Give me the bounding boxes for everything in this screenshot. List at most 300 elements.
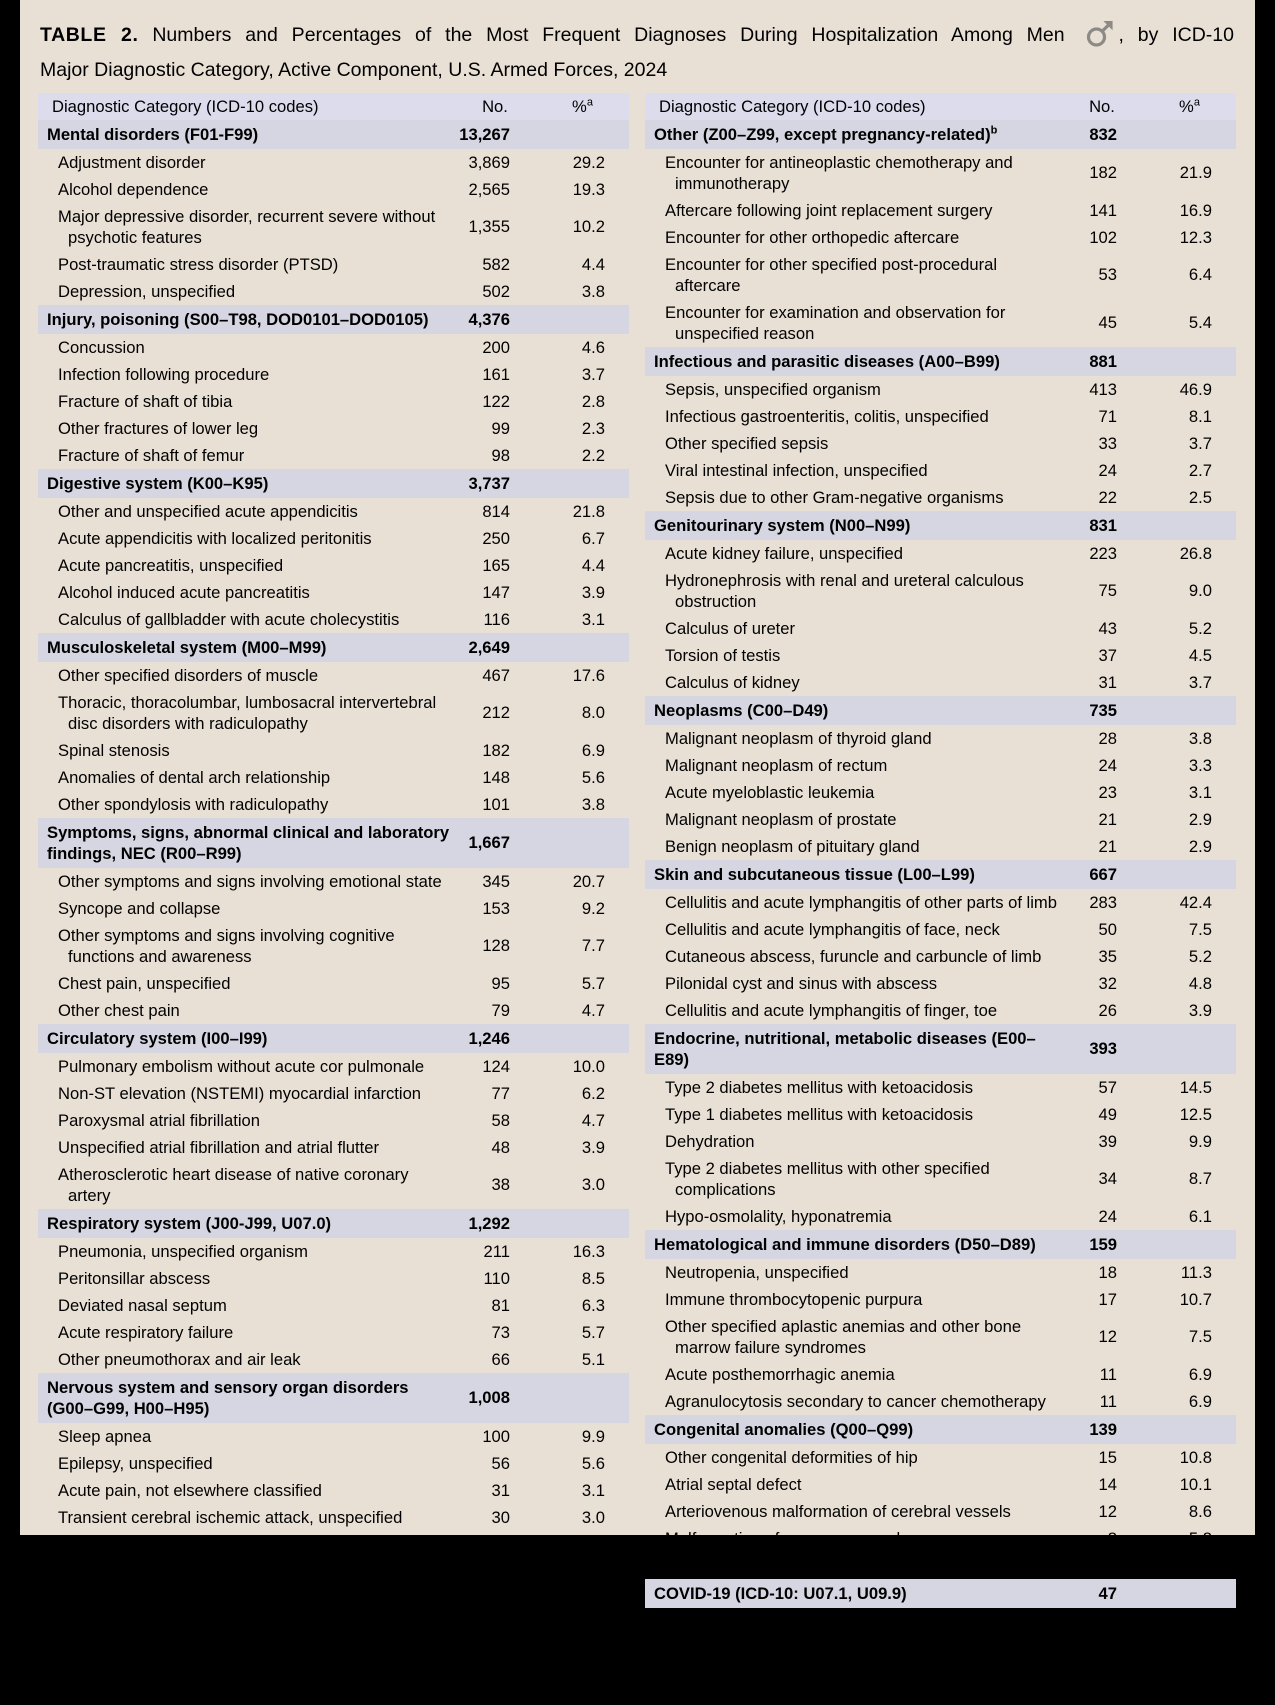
diagnosis-name: Depression, unspecified <box>58 282 236 301</box>
diagnosis-count: 30 <box>491 1507 510 1527</box>
table-row <box>38 1265 629 1292</box>
diagnosis-count: 1,355 <box>468 217 510 236</box>
table-row <box>38 388 629 415</box>
diagnosis-count: 56 <box>491 1453 510 1473</box>
diagnosis-percent: 10.0 <box>572 1056 605 1076</box>
diagnosis-count: 28 <box>1098 728 1117 748</box>
diagnosis-count: 15 <box>1098 1447 1117 1467</box>
table-row <box>645 615 1236 642</box>
diagnosis-count: 47 <box>1098 1611 1117 1631</box>
diagnosis-name: Pulmonary embolism without acute cor pulmonale <box>58 1057 425 1076</box>
diagnosis-count: 345 <box>482 871 510 891</box>
table-title-line1: Numbers and Percentages of the Most Frequent Diagnoses During Hospitalization Among Men <box>152 24 1065 46</box>
diagnosis-name: Atherosclerotic heart disease of native coronary artery <box>58 1165 409 1205</box>
table-row <box>645 376 1236 403</box>
diagnosis-percent: 8.5 <box>581 1268 605 1288</box>
diagnosis-name: Syncope and collapse <box>58 899 221 918</box>
column-header-category: Diagnostic Category (ICD-10 codes) <box>659 96 926 116</box>
diagnosis-name: Other symptoms and signs involving cognitive functions and awareness <box>58 926 395 966</box>
diagnosis-name: Adjustment disorder <box>58 153 206 172</box>
diagnosis-count: 223 <box>1089 543 1117 563</box>
diagnosis-count: 39 <box>1098 1131 1117 1151</box>
diagnosis-name: Other spondylosis with radiculopathy <box>58 795 329 814</box>
diagnosis-count: 77 <box>491 1083 510 1103</box>
diagnosis-percent: 7.7 <box>581 936 605 955</box>
diagnosis-count: 8 <box>1107 1528 1117 1548</box>
diagnosis-name: Cellulitis and acute lymphangitis of face, neck <box>665 920 1000 939</box>
diagnosis-percent: 29.2 <box>572 152 605 172</box>
diagnosis-count: 75 <box>1098 581 1117 600</box>
diagnosis-percent: 3.8 <box>1188 728 1212 748</box>
diagnosis-name: Post-traumatic stress disorder (PTSD) <box>58 255 339 274</box>
table-row <box>645 1074 1236 1101</box>
diagnosis-name: Acute myeloblastic leukemia <box>665 783 875 802</box>
diagnosis-name: Thoracic, thoracolumbar, lumbosacral intervertebral disc disorders with radiculopathy <box>58 693 437 733</box>
diagnosis-count: 28 <box>491 1534 510 1554</box>
diagnosis-name: Sepsis due to other Gram-negative organisms <box>665 488 1004 507</box>
diagnosis-percent: 12.3 <box>1179 227 1212 247</box>
diagnosis-count: 147 <box>482 582 510 602</box>
diagnosis-percent: 7.5 <box>1188 919 1212 939</box>
diagnosis-count: 100 <box>482 1426 510 1446</box>
category-row <box>645 1230 1236 1259</box>
diagnosis-name: Cutaneous abscess, furuncle and carbuncle of limb <box>665 947 1042 966</box>
diagnosis-percent: 5.2 <box>1188 618 1212 638</box>
table-row <box>38 662 629 689</box>
table-row <box>38 1238 629 1265</box>
diagnosis-name: Fracture of shaft of tibia <box>58 392 233 411</box>
table-row <box>645 567 1236 615</box>
diagnosis-percent: 9.9 <box>1188 1131 1212 1151</box>
diagnosis-count: 24 <box>1098 460 1117 480</box>
table-row <box>38 970 629 997</box>
category-name: COVID-19 (ICD-10: U07.1, U09.9) <box>654 1584 907 1603</box>
diagnosis-percent: 26.8 <box>1179 543 1212 563</box>
male-symbol-icon <box>1085 18 1115 56</box>
category-name: Mental disorders (F01-F99) <box>47 125 259 144</box>
diagnosis-name: Other specified sepsis <box>665 434 829 453</box>
table-row <box>38 278 629 305</box>
category-row <box>645 860 1236 889</box>
diagnosis-percent: 6.9 <box>581 740 605 760</box>
category-name: Other (Z00–Z99, except pregnancy-related)$^b$ <box>654 124 998 144</box>
diagnosis-count: 37 <box>1098 645 1117 665</box>
table-row <box>645 1471 1236 1498</box>
diagnosis-name: Type 1 diabetes mellitus with ketoacidosis <box>665 1105 974 1124</box>
diagnosis-count: 22 <box>1098 487 1117 507</box>
diagnosis-name: Agranulocytosis secondary to cancer chemotherapy <box>665 1392 1046 1411</box>
footnote-marker-a: a <box>586 95 593 108</box>
diagnosis-percent: 16.3 <box>572 1241 605 1261</box>
diagnosis-count: 413 <box>1089 379 1117 399</box>
diagnosis-percent: 4.5 <box>1188 645 1212 665</box>
category-name: Hematological and immune disorders (D50–D89) <box>654 1235 1036 1254</box>
category-row <box>645 1024 1236 1074</box>
diagnosis-percent: 5.2 <box>1188 946 1212 966</box>
footnote-b-text: Other factors influencing health status and contact with health services (excluding pregnancy-related). <box>45 1686 685 1702</box>
footnote-b-marker: b <box>40 1683 46 1696</box>
table-row <box>38 1053 629 1080</box>
diagnosis-percent <box>1153 860 1236 889</box>
diagnosis-name: Encounter for antineoplastic chemotherapy and immunotherapy <box>665 153 1013 193</box>
diagnosis-percent: 3.0 <box>581 1507 605 1527</box>
diagnosis-name: Epilepsy, unspecified <box>58 1454 213 1473</box>
table-title <box>40 18 1234 84</box>
diagnosis-name: Unspecified atrial fibrillation and atrial flutter <box>58 1138 379 1157</box>
diagnosis-name: Infection following procedure <box>58 365 270 384</box>
diagnosis-name: Pilonidal cyst and sinus with abscess <box>665 974 938 993</box>
footnotes <box>40 1646 1236 1705</box>
diagnosis-percent: 4.7 <box>581 1000 605 1020</box>
diagnosis-name: Brachial plexus disorder <box>58 1535 236 1554</box>
diagnosis-percent: 6.7 <box>581 528 605 548</box>
table-row <box>38 498 629 525</box>
diagnosis-name: Type 2 diabetes mellitus with ketoacidosis <box>665 1078 974 1097</box>
category-name: Respiratory system (J00-J99, U07.0) <box>47 1214 332 1233</box>
diagnosis-count: 66 <box>491 1349 510 1369</box>
category-row <box>645 120 1236 149</box>
diagnosis-count: 24 <box>1098 1206 1117 1226</box>
diagnosis-name: Acute respiratory failure <box>58 1323 234 1342</box>
diagnosis-percent: 14.5 <box>1179 1077 1212 1097</box>
category-row <box>38 120 629 149</box>
diagnosis-percent <box>546 469 629 498</box>
table-row <box>38 1477 629 1504</box>
table-row <box>645 1608 1236 1635</box>
diagnosis-percent: 6.2 <box>581 1083 605 1103</box>
diagnosis-percent: 2.9 <box>1188 809 1212 829</box>
diagnosis-percent: 5.0 <box>1188 1555 1212 1575</box>
table-row <box>38 1531 629 1558</box>
diagnosis-percent: 3.7 <box>581 364 605 384</box>
category-name: Symptoms, signs, abnormal clinical and laboratory findings, NEC (R00–R99) <box>47 823 450 863</box>
diagnosis-percent: 8.6 <box>1188 1501 1212 1521</box>
category-name: Endocrine, nutritional, metabolic diseases (E00–E89) <box>654 1029 1036 1069</box>
table-row <box>645 299 1236 347</box>
diagnosis-count: 101 <box>482 794 510 814</box>
diagnosis-percent: 4.4 <box>581 555 605 575</box>
diagnosis-count: 14 <box>1098 1474 1117 1494</box>
diagnosis-name: Fracture of shaft of femur <box>58 446 245 465</box>
category-row <box>645 511 1236 540</box>
diagnosis-percent <box>546 1373 629 1423</box>
diagnosis-count: 122 <box>482 391 510 411</box>
diagnosis-percent <box>1153 1415 1236 1444</box>
diagnosis-name: Pneumonia, unspecified organism <box>58 1242 308 1261</box>
table-row <box>38 203 629 251</box>
diagnosis-count: 116 <box>483 609 510 629</box>
table-row <box>645 943 1236 970</box>
diagnosis-name: Acute kidney failure, unspecified <box>665 544 903 563</box>
diagnosis-count: 393 <box>1089 1039 1117 1058</box>
table-row <box>645 997 1236 1024</box>
diagnosis-name: Other and unspecified acute appendicitis <box>58 502 358 521</box>
category-row <box>38 469 629 498</box>
diagnosis-count: 24 <box>1098 755 1117 775</box>
diagnosis-percent <box>1153 1230 1236 1259</box>
diagnosis-percent: 5.1 <box>581 1349 605 1369</box>
diagnosis-count: 12 <box>1098 1327 1117 1346</box>
diagnosis-count: 2,565 <box>468 179 510 199</box>
category-name: Circulatory system (I00–I99) <box>47 1029 268 1048</box>
right-column <box>645 93 1236 1635</box>
diagnosis-count: 50 <box>1098 919 1117 939</box>
diagnosis-count: 153 <box>482 898 510 918</box>
diagnosis-percent: 10.8 <box>1179 1447 1212 1467</box>
diagnosis-count: 49 <box>1098 1104 1117 1124</box>
diagnosis-percent <box>1153 120 1236 149</box>
diagnosis-percent: 2.2 <box>581 445 605 465</box>
diagnosis-percent: 10.2 <box>572 217 605 236</box>
table-row <box>645 833 1236 860</box>
diagnosis-percent: 6.4 <box>1188 265 1212 284</box>
category-row <box>645 1579 1236 1608</box>
table-row <box>645 1286 1236 1313</box>
table-title-line1-tail: , by ICD-10 <box>1118 24 1234 46</box>
diagnosis-name: Encounter for other specified post-procedural aftercare <box>665 255 998 295</box>
table-number-label: TABLE 2. <box>40 24 139 46</box>
table-row <box>645 430 1236 457</box>
diagnosis-percent <box>1153 1024 1236 1074</box>
footnote-a-marker: a <box>40 1663 46 1676</box>
diagnosis-percent <box>1153 511 1236 540</box>
diagnosis-count: 11 <box>1099 1391 1117 1411</box>
diagnosis-name: Other symptoms and signs involving emotional state <box>58 872 442 891</box>
diagnosis-name: Benign neoplasm of pituitary gland <box>665 837 920 856</box>
diagnosis-count: 832 <box>1089 124 1117 144</box>
diagnosis-name: Aftercare following joint replacement surgery <box>665 201 993 220</box>
diagnosis-percent: 3.9 <box>1188 1000 1212 1020</box>
diagnosis-count: 182 <box>482 740 510 760</box>
diagnosis-count: 99 <box>491 418 510 438</box>
left-column <box>38 93 629 1635</box>
diagnosis-count: 34 <box>1098 1169 1117 1188</box>
diagnosis-percent: 2.3 <box>581 418 605 438</box>
diagnosis-name: Spinal stenosis <box>58 741 170 760</box>
diagnosis-percent: 21.9 <box>1179 163 1212 182</box>
diagnoses-table-right <box>645 93 1236 1635</box>
diagnosis-percent: 3.0 <box>581 1175 605 1194</box>
diagnosis-percent: 9.9 <box>581 1426 605 1446</box>
diagnosis-count: 102 <box>1089 227 1117 247</box>
diagnosis-name: Sepsis, unspecified organism <box>665 380 881 399</box>
column-header-no: No. <box>482 96 508 116</box>
table-row <box>645 1388 1236 1415</box>
category-row <box>645 347 1236 376</box>
diagnosis-name: Non-ST elevation (NSTEMI) myocardial infarction <box>58 1084 422 1103</box>
diagnosis-percent: 5.8 <box>1188 1528 1212 1548</box>
diagnosis-count: 814 <box>482 501 510 521</box>
diagnosis-percent: 3.8 <box>581 281 605 301</box>
diagnosis-count: 110 <box>483 1268 510 1288</box>
table-row <box>38 149 629 176</box>
diagnosis-count: 124 <box>482 1056 510 1076</box>
diagnosis-name: Concussion <box>58 338 145 357</box>
table-row <box>38 1319 629 1346</box>
diagnosis-percent: 2.8 <box>581 1534 605 1554</box>
diagnosis-name: Other specified aplastic anemias and other bone marrow failure syndromes <box>665 1317 1022 1357</box>
diagnosis-percent: 3.7 <box>1188 672 1212 692</box>
category-name: Musculoskeletal system (M00–M99) <box>47 638 327 657</box>
diagnosis-percent: 5.4 <box>1188 313 1212 332</box>
table-row <box>38 689 629 737</box>
diagnosis-name: COVID-19 <box>665 1612 742 1631</box>
diagnosis-percent: 10.1 <box>1179 1474 1212 1494</box>
diagnosis-name: Transient cerebral ischemic attack, unspecified <box>58 1508 403 1527</box>
table-row <box>645 149 1236 197</box>
diagnosis-count: 12 <box>1098 1501 1117 1521</box>
footnote-a-text: Percentage of the total number of hospitalizations within the diagnostic category. <box>45 1666 551 1683</box>
diagnosis-count: 1,008 <box>468 1388 510 1407</box>
table-row <box>645 197 1236 224</box>
footnote-abbreviations: Abbreviations: ICD, International Classification of Diseases, 10th Revision; No., number; NSTEMI, non-ST segment elevation myocardial infarction; NEC, not elsewhere classified. <box>40 1647 1159 1663</box>
table-row <box>645 1259 1236 1286</box>
table-row <box>645 1155 1236 1203</box>
table-title-line2: Major Diagnostic Category, Active Component, U.S. Armed Forces, 2024 <box>40 59 668 81</box>
diagnosis-percent: 6.9 <box>1188 1364 1212 1384</box>
table-row <box>38 361 629 388</box>
diagnosis-count: 250 <box>482 528 510 548</box>
diagnosis-name: Encounter for other orthopedic aftercare <box>665 228 960 247</box>
table-row <box>645 1552 1236 1579</box>
diagnosis-name: Acute posthemorrhagic anemia <box>665 1365 895 1384</box>
diagnosis-percent: 42.4 <box>1179 892 1212 912</box>
diagnosis-count: 2,649 <box>468 637 510 657</box>
diagnosis-percent <box>546 1024 629 1053</box>
diagnosis-percent: 19.3 <box>572 179 605 199</box>
table-row <box>38 442 629 469</box>
diagnosis-count: 141 <box>1089 200 1117 220</box>
diagnosis-percent: 5.6 <box>581 767 605 787</box>
category-row <box>38 1024 629 1053</box>
diagnosis-count: 212 <box>482 703 510 722</box>
table-row <box>645 484 1236 511</box>
diagnosis-name: Cellulitis and acute lymphangitis of finger, toe <box>665 1001 998 1020</box>
table-row <box>645 669 1236 696</box>
category-name: Neoplasms (C00–D49) <box>654 701 829 720</box>
diagnosis-percent: 17.6 <box>572 665 605 685</box>
diagnosis-percent: 11.3 <box>1180 1262 1212 1282</box>
diagnosis-name: Infectious gastroenteritis, colitis, unspecified <box>665 407 989 426</box>
diagnosis-name: Torsion of testis <box>665 646 781 665</box>
diagnosis-name: Arteriovenous malformation of cerebral vessels <box>665 1502 1011 1521</box>
category-row <box>38 818 629 868</box>
table-row <box>38 1504 629 1531</box>
table-row <box>38 1450 629 1477</box>
diagnosis-percent <box>546 305 629 334</box>
category-name: Injury, poisoning (S00–T98, DOD0101–DOD0105) <box>47 310 429 329</box>
diagnosis-count: 71 <box>1098 406 1117 426</box>
diagnosis-name: Calculus of ureter <box>665 619 796 638</box>
table-row <box>38 1107 629 1134</box>
category-name: Digestive system (K00–K95) <box>47 474 269 493</box>
table-row <box>645 457 1236 484</box>
diagnosis-percent: 3.9 <box>581 1137 605 1157</box>
diagnosis-name: Hydronephrosis with renal and ureteral calculous obstruction <box>665 571 1024 611</box>
table-row <box>38 1161 629 1209</box>
table-row <box>645 725 1236 752</box>
diagnosis-percent: 5.6 <box>581 1453 605 1473</box>
table-row <box>38 552 629 579</box>
diagnosis-percent: 21.8 <box>572 501 605 521</box>
diagnosis-name: Acute appendicitis with localized peritonitis <box>58 529 372 548</box>
category-name: Genitourinary system (N00–N99) <box>654 516 911 535</box>
table-row <box>38 415 629 442</box>
table-row <box>645 224 1236 251</box>
diagnosis-percent: 46.9 <box>1179 379 1212 399</box>
table-row <box>645 970 1236 997</box>
diagnosis-name: Encounter for examination and observation for unspecified reason <box>665 303 1006 343</box>
table-row <box>645 1444 1236 1471</box>
diagnosis-name: Malignant neoplasm of prostate <box>665 810 897 829</box>
category-row <box>645 1415 1236 1444</box>
diagnosis-percent: 2.9 <box>1188 836 1212 856</box>
diagnosis-count: 35 <box>1098 946 1117 966</box>
diagnosis-percent: 12.5 <box>1179 1104 1212 1124</box>
diagnosis-percent: 2.8 <box>581 391 605 411</box>
diagnosis-count: 43 <box>1098 618 1117 638</box>
category-row <box>38 305 629 334</box>
diagnosis-count: 33 <box>1098 433 1117 453</box>
diagnosis-name: Acute pain, not elsewhere classified <box>58 1481 322 1500</box>
category-row <box>38 1373 629 1423</box>
diagnosis-percent: 2.5 <box>1188 487 1212 507</box>
diagnosis-count: 165 <box>482 555 510 575</box>
table-row <box>645 1128 1236 1155</box>
diagnosis-percent: 6.3 <box>581 1295 605 1315</box>
diagnosis-count: 21 <box>1098 836 1117 856</box>
diagnosis-percent <box>546 818 629 868</box>
diagnosis-name: Other congenital deformities of hip <box>665 1448 918 1467</box>
diagnosis-name: Cellulitis and acute lymphangitis of other parts of limb <box>665 893 1057 912</box>
table-row <box>38 606 629 633</box>
diagnosis-percent: 20.7 <box>572 871 605 891</box>
diagnosis-name: Other pneumothorax and air leak <box>58 1350 301 1369</box>
diagnosis-count: 3,869 <box>468 152 510 172</box>
diagnosis-percent: 100 <box>1184 1611 1212 1631</box>
diagnosis-count: 45 <box>1098 313 1117 332</box>
table-row <box>38 1080 629 1107</box>
diagnosis-count: 182 <box>1089 163 1117 182</box>
table-row <box>38 868 629 895</box>
diagnosis-name: Calculus of gallbladder with acute cholecystitis <box>58 610 400 629</box>
diagnosis-percent: 5.7 <box>581 973 605 993</box>
diagnosis-count: 283 <box>1089 892 1117 912</box>
diagnosis-percent <box>546 1209 629 1238</box>
category-row <box>645 696 1236 725</box>
diagnosis-name: Meckel’s diverticulum (displaced) (hypertrophic) <box>665 1556 1016 1575</box>
diagnosis-name: Chest pain, unspecified <box>58 974 231 993</box>
diagnosis-percent: 3.3 <box>1188 755 1212 775</box>
footnote-a <box>40 1663 1236 1686</box>
diagnosis-percent: 16.9 <box>1179 200 1212 220</box>
diagnosis-count: 735 <box>1089 700 1117 720</box>
table-row <box>645 540 1236 567</box>
category-name: Congenital anomalies (Q00–Q99) <box>654 1420 914 1439</box>
diagnosis-count: 211 <box>483 1241 510 1261</box>
table-row <box>38 997 629 1024</box>
diagnosis-percent <box>546 633 629 662</box>
diagnosis-name: Atrial septal defect <box>665 1475 802 1494</box>
diagnosis-count: 47 <box>1098 1583 1117 1603</box>
category-name: Skin and subcutaneous tissue (L00–L99) <box>654 865 975 884</box>
diagnosis-percent: 8.7 <box>1188 1169 1212 1188</box>
table-row <box>645 251 1236 299</box>
diagnosis-percent: 3.1 <box>1188 782 1212 802</box>
diagnosis-count: 200 <box>482 337 510 357</box>
diagnosis-count: 21 <box>1098 809 1117 829</box>
table-row <box>38 1346 629 1373</box>
